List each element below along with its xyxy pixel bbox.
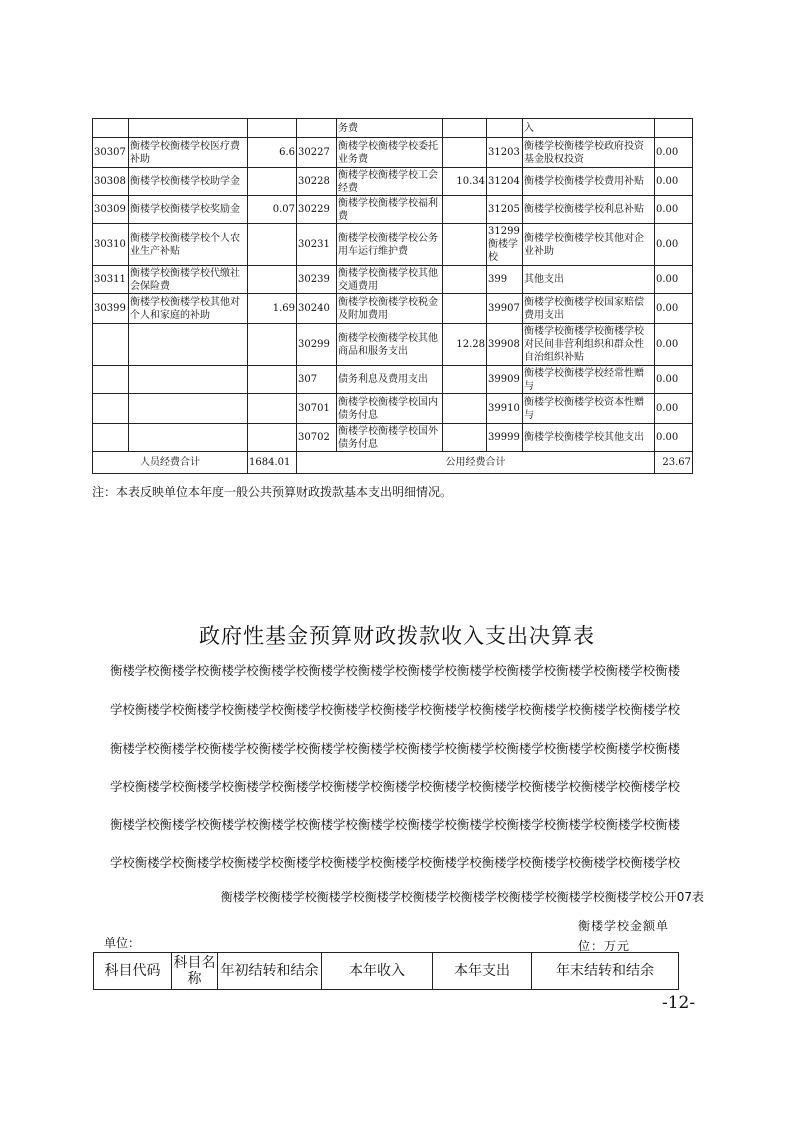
page-number: -12-	[662, 993, 696, 1013]
table-cell: 衡楼学校衡楼学校国内债务付息	[337, 394, 443, 424]
table-cell	[248, 224, 297, 266]
table-cell: 0.07	[248, 196, 297, 224]
table-cell: 0.00	[655, 168, 693, 196]
public-total-value: 23.67	[655, 452, 693, 474]
column-header: 科目代码	[94, 953, 172, 990]
table-cell: 衡楼学校衡楼学校费用补贴	[523, 168, 655, 196]
table-cell: 39999	[487, 424, 523, 452]
table-cell: 30240	[297, 294, 337, 324]
description-line: 衡楼学校衡楼学校衡楼学校衡楼学校衡楼学校衡楼学校衡楼学校衡楼学校衡楼学校衡楼学校衡楼学校衡楼	[110, 663, 680, 678]
table-cell: 31299 衡楼学校	[487, 224, 523, 266]
table-cell: 衡楼学校衡楼学校其他商品和服务支出	[337, 324, 443, 366]
table-cell: 399	[487, 266, 523, 294]
table-cell: 12.28	[443, 324, 487, 366]
column-header: 本年收入	[322, 953, 433, 990]
column-header: 本年支出	[433, 953, 532, 990]
table-cell	[443, 366, 487, 394]
table-cell: 30310	[93, 224, 129, 266]
table-cell: 30231	[297, 224, 337, 266]
fund-budget-table	[93, 952, 679, 990]
table-cell	[248, 324, 297, 366]
table-cell	[129, 424, 248, 452]
column-header: 年初结转和结余	[218, 953, 322, 990]
table-row	[93, 424, 693, 452]
table-cell: 衡楼学校衡楼学校代缴社会保险费	[129, 266, 248, 294]
table-cell: 衡楼学校衡楼学校税金及附加费用	[337, 294, 443, 324]
table-cell: 30701	[297, 394, 337, 424]
table-row	[93, 119, 693, 138]
table-cell: 衡楼学校衡楼学校衡楼学校对民间非营利组织和群众性自治组织补贴	[523, 324, 655, 366]
table-cell: 务费	[337, 119, 443, 138]
table-cell	[248, 266, 297, 294]
table-cell: 30239	[297, 266, 337, 294]
description-line: 衡楼学校衡楼学校衡楼学校衡楼学校衡楼学校衡楼学校衡楼学校衡楼学校衡楼学校衡楼学校衡楼学校衡楼	[110, 817, 680, 832]
table-cell: 0.00	[655, 324, 693, 366]
column-header: 科目名称	[172, 953, 218, 990]
table-cell: 衡楼学校衡楼学校其他对企业补助	[523, 224, 655, 266]
public-total-label: 公用经费合计	[297, 452, 655, 474]
table-cell: 30228	[297, 168, 337, 196]
table-row	[93, 324, 693, 366]
table-cell: 39910	[487, 394, 523, 424]
table-cell	[443, 224, 487, 266]
table-row	[93, 394, 693, 424]
table-row	[93, 196, 693, 224]
table-cell: 30229	[297, 196, 337, 224]
table-cell: 0.00	[655, 196, 693, 224]
table-cell: 1.69	[248, 294, 297, 324]
table-cell	[93, 366, 129, 394]
table-cell	[443, 394, 487, 424]
section-title: 政府性基金预算财政拨款收入支出决算表	[199, 624, 595, 648]
table-cell	[443, 266, 487, 294]
table-cell	[129, 394, 248, 424]
description-line: 学校衡楼学校衡楼学校衡楼学校衡楼学校衡楼学校衡楼学校衡楼学校衡楼学校衡楼学校衡楼学校衡楼学校	[110, 779, 680, 794]
table-cell: 衡楼学校衡楼学校奖励金	[129, 196, 248, 224]
table-cell: 入	[523, 119, 655, 138]
table-row	[93, 224, 693, 266]
table-cell: 衡楼学校衡楼学校工会经费	[337, 168, 443, 196]
table-cell	[443, 138, 487, 168]
table-cell: 衡楼学校衡楼学校医疗费补助	[129, 138, 248, 168]
table-cell: 30309	[93, 196, 129, 224]
table-cell	[443, 196, 487, 224]
table-row	[93, 266, 693, 294]
table-cell: 0.00	[655, 224, 693, 266]
table-cell: 30307	[93, 138, 129, 168]
table-cell: 衡楼学校衡楼学校助学金	[129, 168, 248, 196]
table-cell: 衡楼学校衡楼学校资本性赠与	[523, 394, 655, 424]
table-cell	[93, 424, 129, 452]
table-cell: 31205	[487, 196, 523, 224]
table-cell: 0.00	[655, 138, 693, 168]
table-cell	[93, 324, 129, 366]
table-row	[93, 168, 693, 196]
table-cell: 债务利息及费用支出	[337, 366, 443, 394]
table-cell: 30311	[93, 266, 129, 294]
form-number: 衡楼学校衡楼学校衡楼学校衡楼学校衡楼学校衡楼学校衡楼学校衡楼学校衡楼学校公开07表	[220, 890, 704, 904]
table-cell: 30399	[93, 294, 129, 324]
table-cell: 0.00	[655, 266, 693, 294]
table-cell: 0.00	[655, 366, 693, 394]
table-cell: 30227	[297, 138, 337, 168]
table-cell: 衡楼学校衡楼学校其他对个人和家庭的补助	[129, 294, 248, 324]
description-line: 学校衡楼学校衡楼学校衡楼学校衡楼学校衡楼学校衡楼学校衡楼学校衡楼学校衡楼学校衡楼学校衡楼学校	[110, 855, 680, 870]
personnel-total-label: 人员经费合计	[93, 452, 248, 474]
table-cell: 0.00	[655, 424, 693, 452]
table-cell: 31203	[487, 138, 523, 168]
table-cell	[443, 424, 487, 452]
table-cell: 其他支出	[523, 266, 655, 294]
table-cell: 39907	[487, 294, 523, 324]
description-line: 学校衡楼学校衡楼学校衡楼学校衡楼学校衡楼学校衡楼学校衡楼学校衡楼学校衡楼学校衡楼学校衡楼学校	[110, 702, 680, 717]
table-cell	[248, 424, 297, 452]
table-cell: 307	[297, 366, 337, 394]
table-cell: 衡楼学校衡楼学校经常性赠与	[523, 366, 655, 394]
table-cell	[248, 168, 297, 196]
table-cell	[443, 294, 487, 324]
table-cell: 衡楼学校衡楼学校其他支出	[523, 424, 655, 452]
table-row	[93, 294, 693, 324]
table-cell: 10.34	[443, 168, 487, 196]
table-header-row	[94, 953, 679, 990]
table-cell: 39909	[487, 366, 523, 394]
table-row	[93, 138, 693, 168]
table-row	[93, 366, 693, 394]
personnel-total-value: 1684.01	[248, 452, 297, 474]
table-note: 注：本表反映单位本年度一般公共预算财政拨款基本支出明细情况。	[92, 485, 453, 499]
expense-detail-table	[92, 118, 693, 474]
table-cell: 衡楼学校衡楼学校政府投资基金股权投资	[523, 138, 655, 168]
table-cell	[248, 366, 297, 394]
table-cell: 6.6	[248, 138, 297, 168]
table-cell	[129, 366, 248, 394]
table-cell: 衡楼学校衡楼学校国家赔偿费用支出	[523, 294, 655, 324]
table-cell: 衡楼学校衡楼学校其他交通费用	[337, 266, 443, 294]
table-cell: 衡楼学校衡楼学校国外债务付息	[337, 424, 443, 452]
column-header: 年末结转和结余	[532, 953, 679, 990]
table-cell: 衡楼学校衡楼学校利息补贴	[523, 196, 655, 224]
table-cell: 31204	[487, 168, 523, 196]
table-cell: 39908	[487, 324, 523, 366]
table-cell	[248, 394, 297, 424]
total-row	[93, 452, 693, 474]
table-cell	[93, 394, 129, 424]
table-cell: 30308	[93, 168, 129, 196]
table-cell: 0.00	[655, 394, 693, 424]
amount-unit: 衡楼学校金额单位：万元	[578, 919, 670, 953]
description-line: 衡楼学校衡楼学校衡楼学校衡楼学校衡楼学校衡楼学校衡楼学校衡楼学校衡楼学校衡楼学校衡楼学校衡楼	[110, 741, 680, 756]
table-cell: 衡楼学校衡楼学校福利费	[337, 196, 443, 224]
table-cell: 衡楼学校衡楼学校公务用车运行维护费	[337, 224, 443, 266]
table-cell: 0.00	[655, 294, 693, 324]
table-cell: 30299	[297, 324, 337, 366]
table-cell: 衡楼学校衡楼学校个人农业生产补贴	[129, 224, 248, 266]
table-cell: 衡楼学校衡楼学校委托业务费	[337, 138, 443, 168]
table-cell	[129, 324, 248, 366]
unit-label: 单位：	[104, 936, 141, 950]
table-cell: 30702	[297, 424, 337, 452]
